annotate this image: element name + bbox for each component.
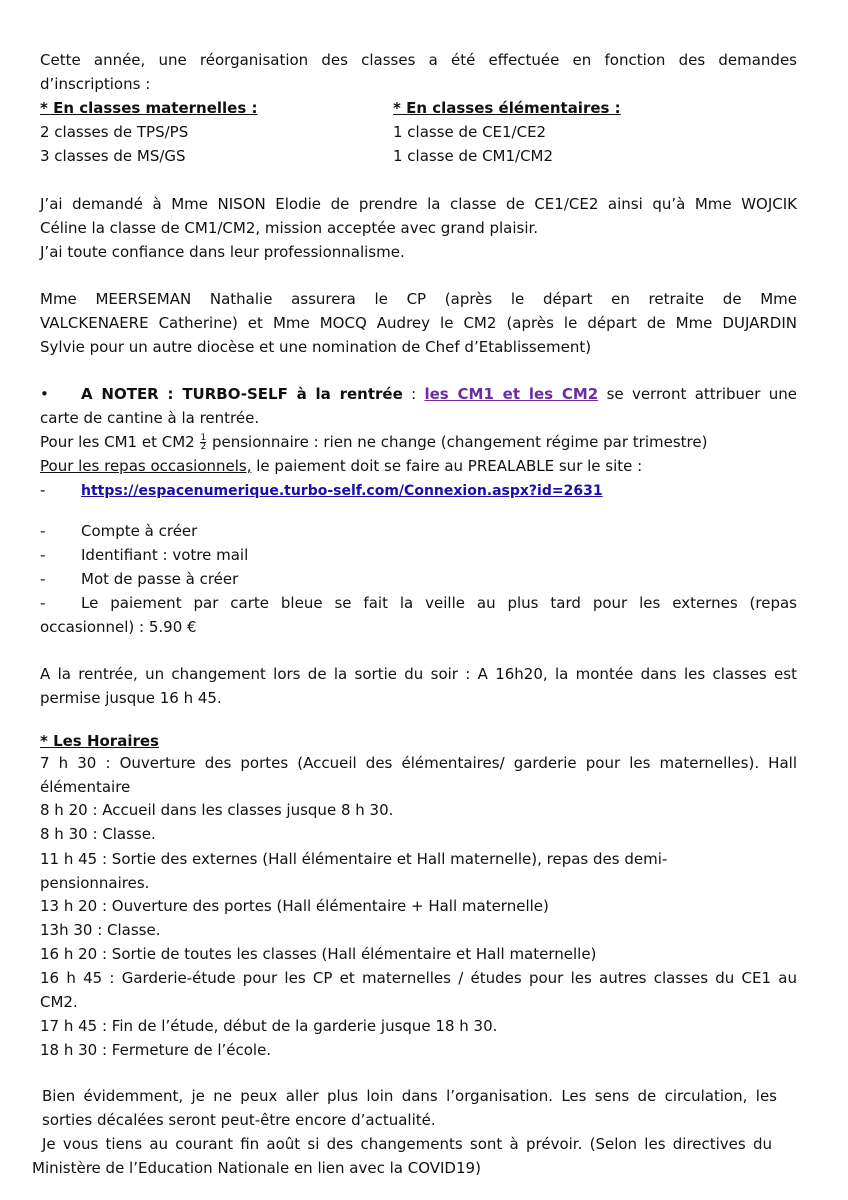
turbo-note-bold: A NOTER : TURBO-SELF à la rentrée — [81, 385, 403, 403]
horaire-line: élémentaire — [40, 778, 131, 796]
url-dash: - — [40, 481, 46, 499]
turbo-self-url-link[interactable]: https://espacenumerique.turbo-self.com/Connexion.aspx?id=2631 — [81, 483, 603, 499]
fraction-numerator: 1 — [200, 433, 207, 443]
half-fraction — [200, 434, 206, 451]
horaire-line: 13 h 20 : Ouverture des portes (Hall élémentaire + Hall maternelle) — [40, 897, 549, 915]
staff-line-3: Sylvie pour un autre diocèse et une nomination de Chef d’Etablissement) — [40, 338, 592, 356]
teachers-line-3: J’ai toute confiance dans leur professionnalisme. — [40, 243, 405, 261]
horaire-line: CM2. — [40, 993, 78, 1011]
elementaires-item: 1 classe de CE1/CE2 — [393, 123, 547, 141]
step-text: Mot de passe à créer — [81, 570, 239, 588]
step-text: Compte à créer — [81, 522, 198, 540]
horaire-line: 7 h 30 : Ouverture des portes (Accueil des élémentaires/ garderie pour les maternelles). Hall — [40, 754, 797, 772]
payment-dash: - — [40, 594, 46, 612]
teachers-line-1: J’ai demandé à Mme NISON Elodie de prendre la classe de CE1/CE2 ainsi qu’à Mme WOJCIK — [40, 195, 797, 213]
closing-line-4: Ministère de l’Education Nationale en lien avec la COVID19) — [32, 1159, 481, 1177]
turbo-note-rest: se verront attribuer une — [598, 385, 797, 403]
elementaires-item: 1 classe de CM1/CM2 — [393, 147, 554, 165]
step-dash: - — [40, 546, 46, 564]
step-text: Identifiant : votre mail — [81, 546, 249, 564]
closing-line-1: Bien évidemment, je ne peux aller plus loin dans l’organisation. Les sens de circulation, les — [42, 1087, 777, 1105]
horaire-line: 16 h 45 : Garderie-étude pour les CP et maternelles / études pour les autres classes du CE1 au — [40, 969, 797, 987]
fraction-denominator: 2 — [200, 442, 207, 452]
horaire-line: pensionnaires. — [40, 874, 150, 892]
horaire-line: 11 h 45 : Sortie des externes (Hall élémentaire et Hall maternelle), repas des demi- — [40, 850, 668, 868]
maternelles-item: 3 classes de MS/GS — [40, 147, 186, 165]
turbo-line-2: carte de cantine à la rentrée. — [40, 409, 260, 427]
turbo-line-3-a: Pour les CM1 et CM2 — [40, 433, 195, 451]
turbo-note-line — [81, 384, 797, 404]
cm1-cm2-link[interactable]: les CM1 et les CM2 — [424, 385, 599, 403]
closing-line-2: sorties décalées seront peut-être encore d’actualité. — [42, 1111, 436, 1129]
horaire-line: 17 h 45 : Fin de l’étude, début de la garderie jusque 18 h 30. — [40, 1017, 498, 1035]
turbo-line-3-b: pensionnaire : rien ne change (changement régime par trimestre) — [211, 433, 708, 451]
horaire-line: 8 h 20 : Accueil dans les classes jusque 8 h 30. — [40, 801, 394, 819]
turbo-note-colon: : — [402, 385, 425, 403]
repas-occasionnels-label: Pour les repas occasionnels, — [40, 457, 252, 475]
staff-line-2: VALCKENAERE Catherine) et Mme MOCQ Audrey le CM2 (après le départ de Mme DUJARDIN — [40, 314, 797, 332]
step-dash: - — [40, 522, 46, 540]
step-dash: - — [40, 570, 46, 588]
rentree-line-1: A la rentrée, un changement lors de la sortie du soir : A 16h20, la montée dans les classes est — [40, 665, 797, 683]
elementaires-heading: * En classes élémentaires : — [393, 99, 621, 117]
intro-line-2: d’inscriptions : — [40, 75, 151, 93]
turbo-line-4-rest: le paiement doit se faire au PREALABLE sur le site : — [251, 457, 643, 475]
url-line — [81, 480, 603, 501]
staff-line-1: Mme MEERSEMAN Nathalie assurera le CP (après le départ en retraite de Mme — [40, 290, 797, 308]
horaire-line: 18 h 30 : Fermeture de l’école. — [40, 1041, 272, 1059]
maternelles-item: 2 classes de TPS/PS — [40, 123, 189, 141]
classes-headings-row — [40, 98, 800, 118]
classes-row-1 — [40, 122, 800, 142]
rentree-line-2: permise jusque 16 h 45. — [40, 689, 222, 707]
maternelles-heading: * En classes maternelles : — [40, 99, 258, 117]
turbo-line-4 — [40, 456, 642, 476]
intro-line-1: Cette année, une réorganisation des classes a été effectuée en fonction des demandes — [40, 51, 797, 69]
bullet-icon: • — [40, 385, 49, 403]
classes-row-2 — [40, 146, 800, 166]
payment-line-1: Le paiement par carte bleue se fait la veille au plus tard pour les externes (repas — [81, 594, 797, 612]
horaire-line: 16 h 20 : Sortie de toutes les classes (Hall élémentaire et Hall maternelle) — [40, 945, 597, 963]
payment-line-2: occasionnel) : 5.90 € — [40, 618, 197, 636]
teachers-line-2: Céline la classe de CM1/CM2, mission acceptée avec grand plaisir. — [40, 219, 539, 237]
turbo-line-3 — [40, 432, 707, 452]
horaire-line: 13h 30 : Classe. — [40, 921, 161, 939]
closing-line-3: Je vous tiens au courant fin août si des changements sont à prévoir. (Selon les directives du — [42, 1135, 772, 1153]
horaires-heading: * Les Horaires — [40, 732, 159, 750]
horaire-line: 8 h 30 : Classe. — [40, 825, 156, 843]
